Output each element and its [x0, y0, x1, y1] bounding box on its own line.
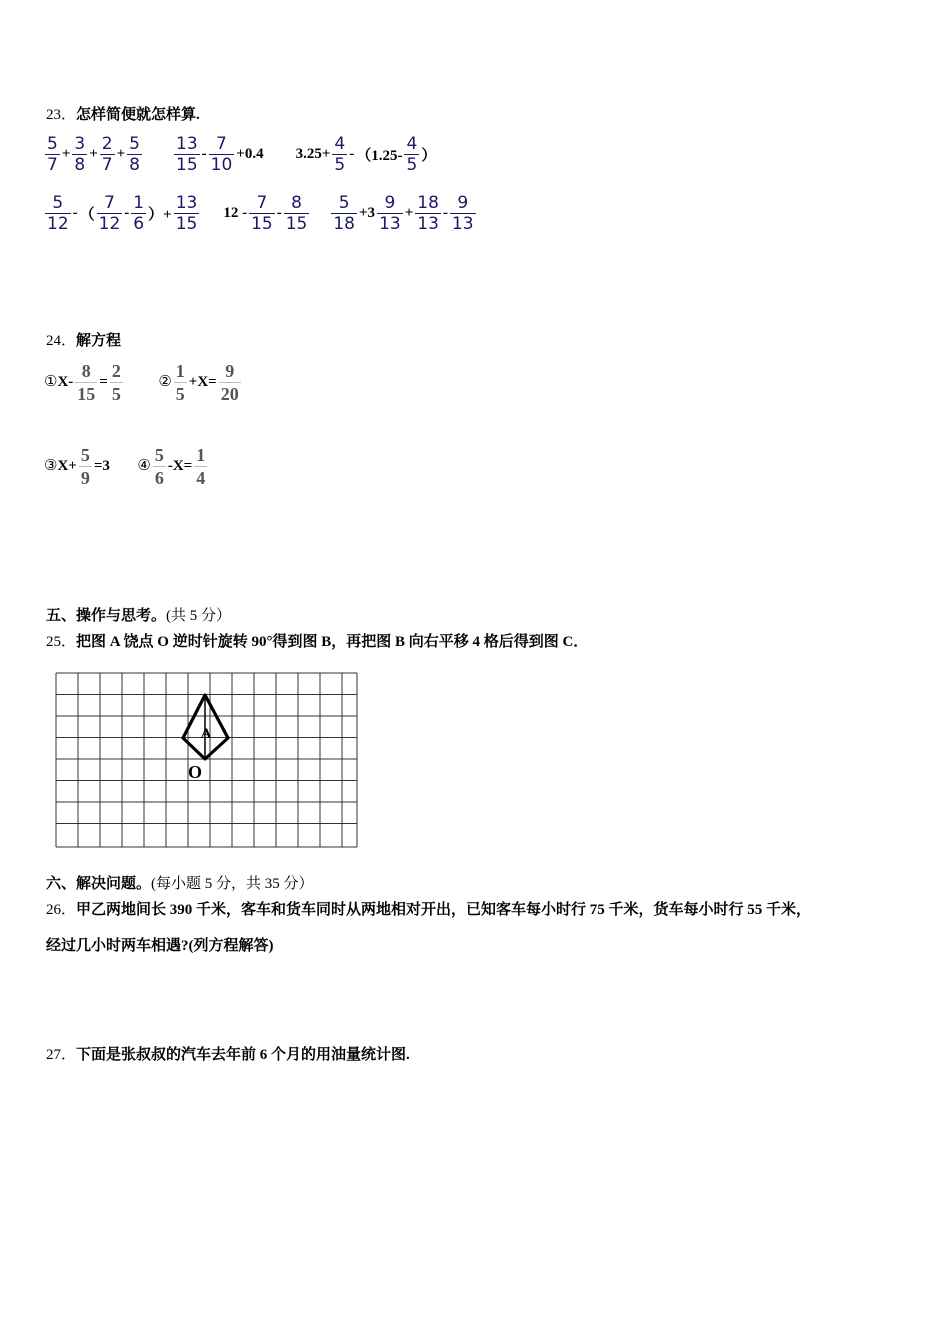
q24-row2: [44, 444, 209, 489]
section6-heading: 六、解决问题。(每小题 5 分，共 35 分）: [46, 876, 314, 892]
q23-r1-expr2: $\frac{13}{15}$ - $\frac{7}{10}$ +0.4: [176, 134, 264, 175]
q27-text: 27．下面是张叔叔的汽车去年前 6 个月的用油量统计图.: [46, 1047, 410, 1063]
q23-heading: 23．怎样简便就怎样算.: [46, 107, 200, 123]
q23-r2-expr1: $\frac{5}{12}$ - （ $\frac{7}{12}$ - $\frac{1}{6}$ ）+ $\frac{13}{15}$: [47, 193, 198, 234]
q25-text: 25．把图 A 饶点 O 逆时针旋转 90°得到图 B，再把图 B 向右平移 4 格后得到图 C．: [46, 634, 589, 650]
q23-r1-expr3: 3.25+ $\frac{4}{5}$ - （1.25- $\frac{4}{5}$ ）: [295, 134, 437, 175]
figure-a-label: A: [200, 726, 212, 742]
q26-line2: 经过几小时两车相遇?(列方程解答): [46, 938, 274, 954]
q24-eq4: ④ $\frac{5}{6}$ -X= $\frac{1}{4}$: [137, 445, 206, 488]
point-o-label: O: [187, 762, 203, 782]
q23-r2-expr2: 12 - $\frac{7}{15}$ - $\frac{8}{15}$: [223, 193, 308, 234]
rotation-grid-figure: [55, 672, 360, 848]
section5-heading: 五、操作与思考。(共 5 分）: [46, 608, 232, 624]
q24-eq3: ③X+ $\frac{5}{9}$ =3: [44, 445, 110, 488]
q24-eq2: ② $\frac{1}{5}$ +X= $\frac{9}{20}$: [158, 361, 239, 404]
q23-r1-expr1: $\frac{5}{7}$ + $\frac{3}{8}$ + $\frac{2}{7}$ + $\frac{5}{8}$: [47, 134, 140, 175]
q23-r2-expr3: $\frac{5}{18}$ +3 $\frac{9}{13}$ + $\frac{18}{13}$ - $\frac{9}{13}$: [333, 193, 474, 234]
q24-eq1: ①X- $\frac{8}{15}$ = $\frac{2}{5}$: [44, 361, 121, 404]
q23-row2: [44, 193, 477, 234]
q24-heading: 24．解方程: [46, 333, 122, 349]
q23-row1: [44, 134, 437, 175]
q24-row1: [44, 360, 243, 405]
q26-line1: 26．甲乙两地间长 390 千米，客车和货车同时从两地相对开出，已知客车每小时行 75 千米，货车每小时行 55 千米，: [46, 902, 812, 918]
